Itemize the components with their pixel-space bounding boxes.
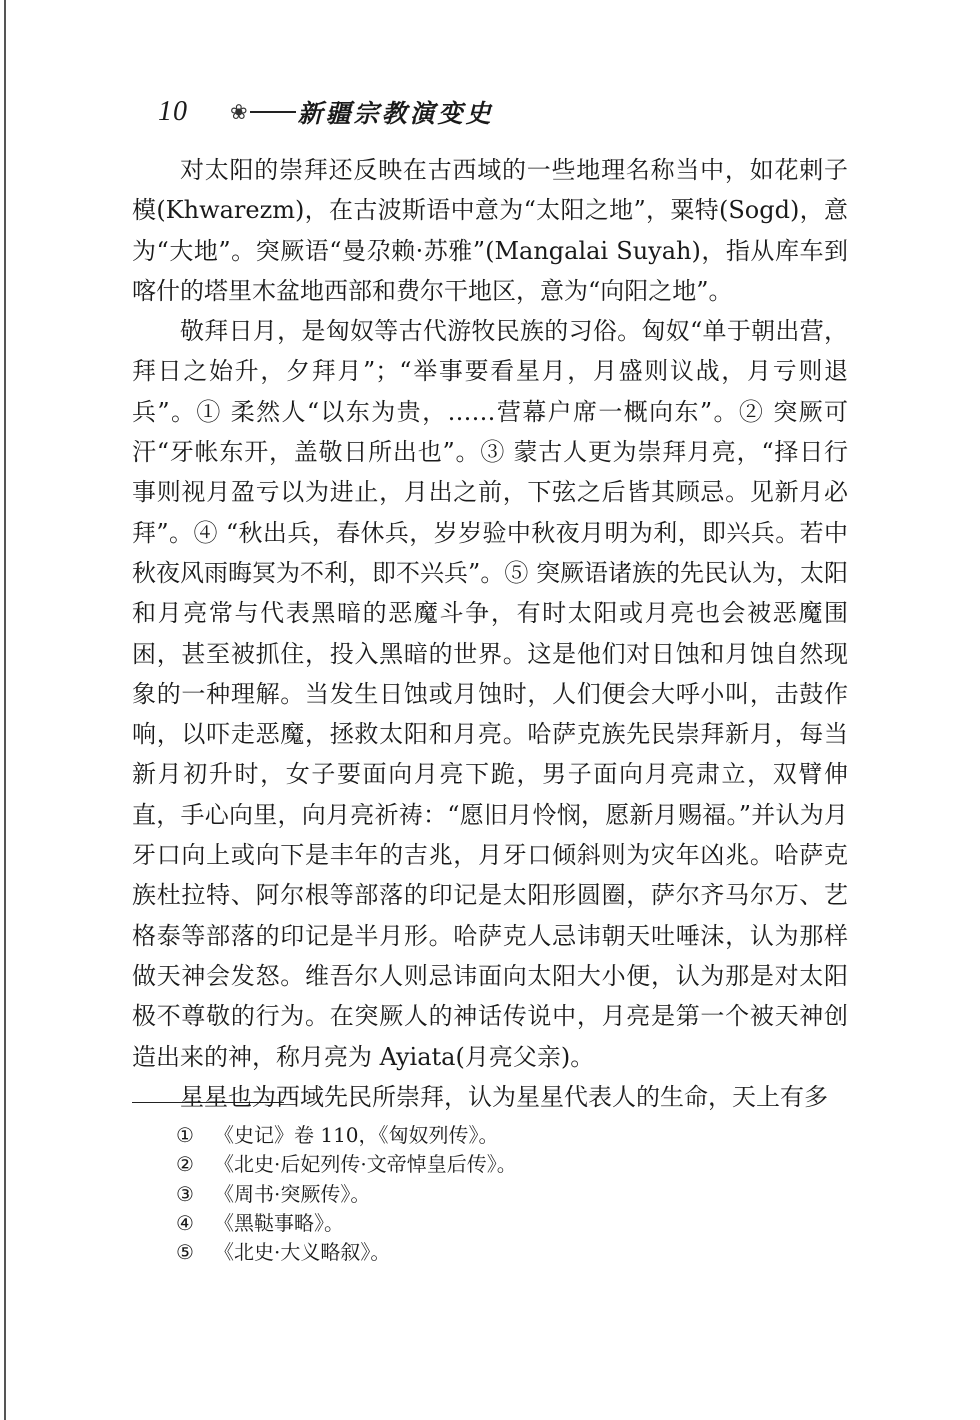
footnote-marker: ① — [176, 1123, 194, 1147]
book-title: 新疆宗教演变史 — [297, 99, 494, 128]
page-edge-line — [4, 0, 6, 1420]
footnotes — [176, 1121, 848, 1267]
paragraph-sun-place-names: 对太阳的崇拜还反映在古西域的一些地理名称当中，如花剌子模(Khwarezm)，在古波斯语中意为“太阳之地”，粟特(Sogd)，意为“大地”。突厥语“曼尕赖·苏雅”(Mangalai Suyah)，指从库车到喀什的塔里木盆地西部和费尔干地区，意为“向阳之地”。 — [132, 156, 848, 305]
body-text — [132, 150, 848, 1117]
footnote-1 — [176, 1121, 848, 1150]
footnote-5 — [176, 1238, 848, 1267]
paragraph-star-worship: 星星也为西域先民所崇拜，认为星星代表人的生命，天上有多 — [180, 1082, 828, 1111]
flower-ornament-icon: ❀ — [230, 100, 248, 124]
footnote-text: 《黑鞑事略》。 — [214, 1210, 344, 1235]
footnote-marker: ⑤ — [176, 1240, 194, 1265]
footnote-text: 《北史·大义略叙》。 — [214, 1240, 391, 1265]
running-head — [158, 90, 494, 134]
paragraph-sun-moon-worship: 敬拜日月，是匈奴等古代游牧民族的习俗。匈奴“单于朝出营，拜日之始升，夕拜月”；“举事要看星月，月盛则议战，月亏则退兵”。① 柔然人“以东为贵，……营幕户席一概向东”。② 突厥可汗“牙帐东开，盖敬日所出也”。③ 蒙古人更为崇拜月亮，“择日行事则视月盈亏以为进止，月出之前，下弦之后皆其顾忌。见新月必拜”。④ “秋出兵，春休兵，岁岁验中秋夜月明为利，即兴兵。若中秋夜风雨晦冥为不利，即不兴兵”。⑤ 突厥语诸族的先民认为，太阳和月亮常与代表黑暗的恶魔斗争，有时太阳或月亮也会被恶魔围困，甚至被抓住，投入黑暗的世界。这是他们对日蚀和月蚀自然现象的一种理解。当发生日蚀或月蚀时，人们便会大呼小叫，击鼓作响，以吓走恶魔，拯救太阳和月亮。哈萨克族先民崇拜新月，每当新月初升时，女子要面向月亮下跪，男子面向月亮肃立，双臂伸直，手心向里，向月亮祈祷：“愿旧月怜悯，愿新月赐福。”并认为月牙口向上或向下是丰年的吉兆，月牙口倾斜则为灾年凶兆。哈萨克族杜拉特、阿尔根等部落的印记是太阳形圆圈，萨尔齐马尔万、艺格泰等部落的印记是半月形。哈萨克人忌讳朝天吐唾沫，认为那样做天神会发怒。维吾尔人则忌讳面向太阳大小便，认为那是对太阳极不尊敬的行为。在突厥人的神话传说中，月亮是第一个被天神创造出来的神，称月亮为 Ayiata(月亮父亲)。 — [132, 317, 848, 1071]
footnote-marker: ③ — [176, 1181, 194, 1206]
footnote-text: 《北史·后妃列传·文帝悼皇后传》。 — [214, 1152, 517, 1177]
header-dash — [250, 111, 296, 113]
footnote-2 — [176, 1150, 848, 1179]
footnote-text: 《史记》卷 110，《匈奴列传》。 — [214, 1123, 499, 1147]
footnote-divider — [132, 1102, 284, 1103]
footnote-marker: ② — [176, 1152, 194, 1177]
footnote-4 — [176, 1209, 848, 1238]
page-number: 10 — [158, 96, 188, 127]
footnote-text: 《周书·突厥传》。 — [214, 1181, 371, 1206]
footnote-3 — [176, 1180, 848, 1209]
footnote-marker: ④ — [176, 1210, 194, 1235]
